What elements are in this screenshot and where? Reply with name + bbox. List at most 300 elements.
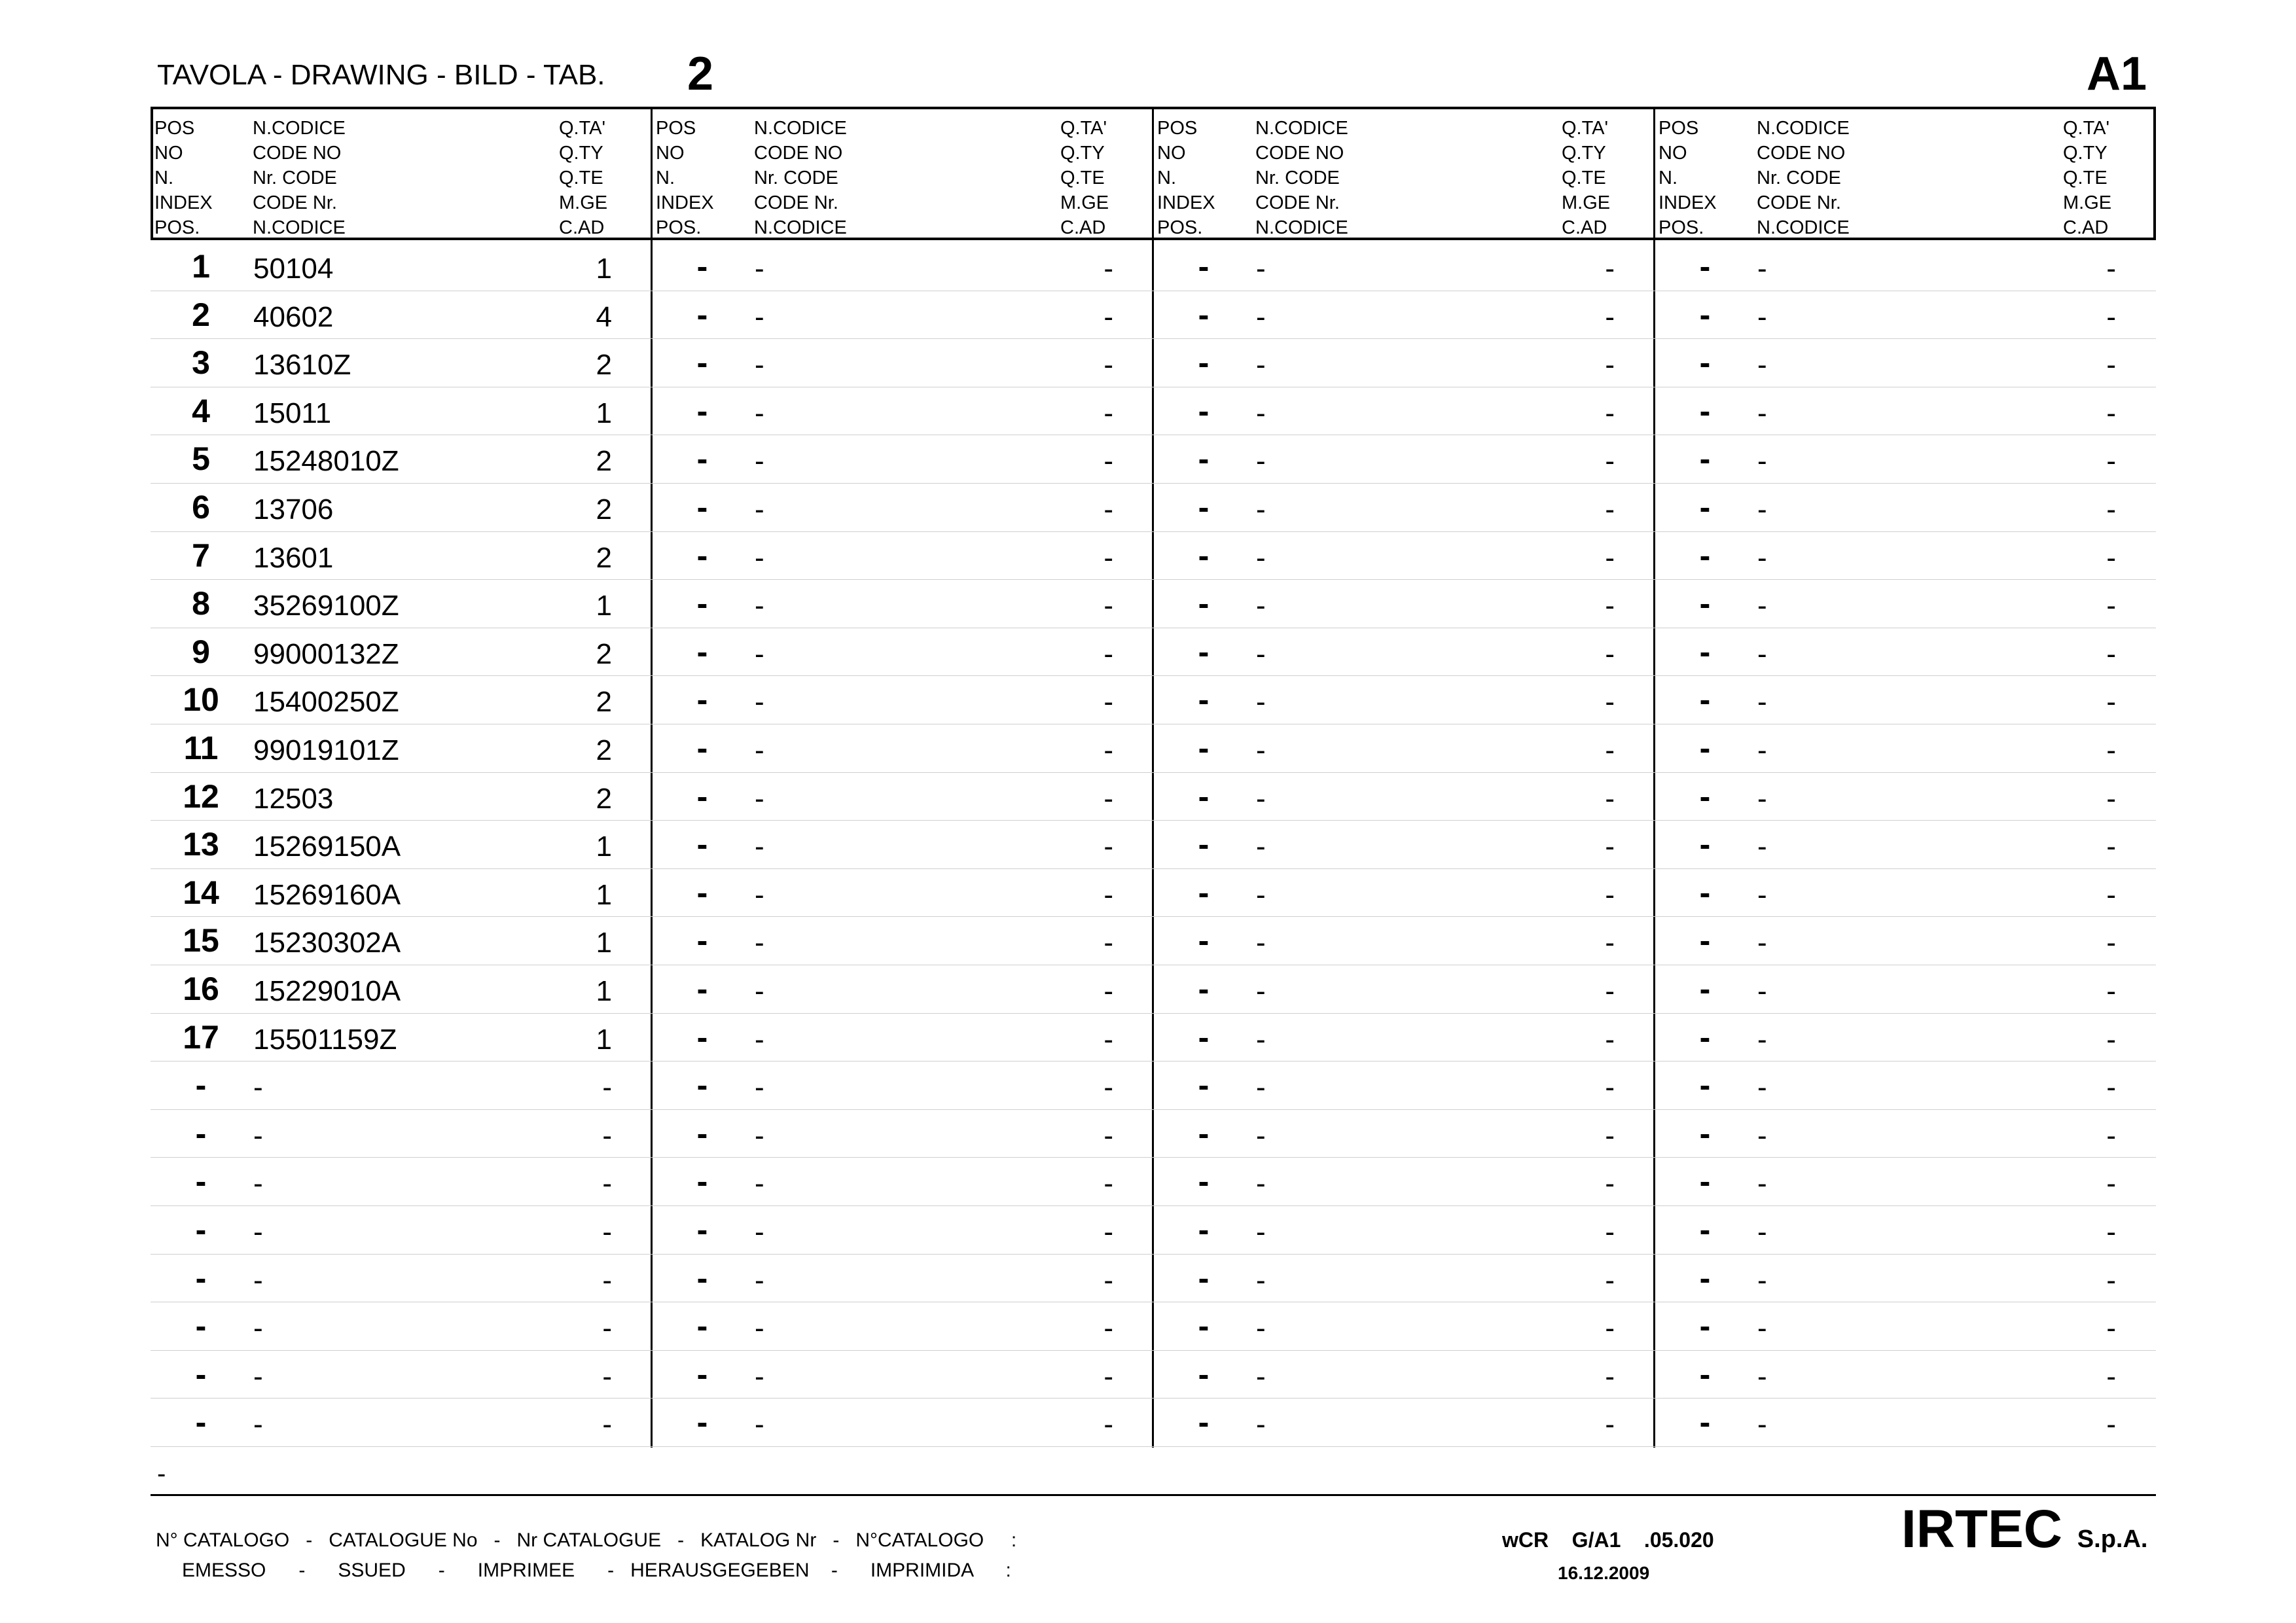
part-code: - <box>253 1071 263 1104</box>
part-code: - <box>1757 397 1767 429</box>
part-code: 50104 <box>253 253 334 285</box>
quantity: - <box>1103 1023 1113 1056</box>
pos-number: - <box>1198 633 1210 670</box>
quantity: - <box>1103 1264 1113 1296</box>
quantity: - <box>1103 1360 1113 1393</box>
quantity: - <box>1605 878 1615 911</box>
row-separator <box>151 1446 2156 1447</box>
part-code: - <box>755 541 764 574</box>
pos-number: - <box>1198 826 1210 863</box>
pos-number: - <box>1699 777 1711 815</box>
pos-number: 3 <box>192 344 210 382</box>
quantity: 1 <box>596 253 612 285</box>
part-code: - <box>1256 1360 1266 1393</box>
part-code: - <box>755 300 764 333</box>
quantity: - <box>1605 1312 1615 1345</box>
part-code: - <box>755 445 764 478</box>
quantity: - <box>2106 493 2116 526</box>
part-code: - <box>1757 300 1767 333</box>
pos-number: - <box>195 1211 207 1248</box>
pos-number: - <box>696 1355 708 1393</box>
pos-number: 13 <box>183 826 219 863</box>
header-qty-label: Q.TA' Q.TY Q.TE M.GE C.AD <box>2063 118 2112 238</box>
quantity: 2 <box>596 349 612 382</box>
part-code: - <box>755 686 764 719</box>
quantity: - <box>602 1264 612 1296</box>
part-code: - <box>1757 349 1767 382</box>
header-code-label: N.CODICE CODE NO Nr. CODE CODE Nr. N.CODICE <box>1255 118 1348 238</box>
quantity: - <box>2106 927 2116 959</box>
part-code: - <box>1757 1023 1767 1056</box>
quantity: - <box>1103 878 1113 911</box>
pos-number: - <box>1699 296 1711 333</box>
pos-number: - <box>1699 489 1711 526</box>
pos-number: 17 <box>183 1018 219 1056</box>
pos-number: 12 <box>183 777 219 815</box>
quantity: - <box>1103 349 1113 382</box>
part-code: - <box>1757 1264 1767 1296</box>
pos-number: - <box>1198 344 1210 382</box>
quantity: 2 <box>596 445 612 478</box>
part-code: - <box>1757 686 1767 719</box>
part-code: - <box>755 1071 764 1104</box>
part-code: 15501159Z <box>253 1023 397 1056</box>
quantity: - <box>2106 1216 2116 1248</box>
quantity: - <box>1605 734 1615 766</box>
pos-number: - <box>1198 489 1210 526</box>
quantity: - <box>2106 878 2116 911</box>
pos-number: - <box>1699 1067 1711 1104</box>
part-code: - <box>253 1168 263 1200</box>
pos-number: - <box>696 296 708 333</box>
pos-number: - <box>1699 1308 1711 1345</box>
footer-note: - <box>157 1459 166 1488</box>
quantity: - <box>1605 1408 1615 1441</box>
header-code-label: N.CODICE CODE NO Nr. CODE CODE Nr. N.CODICE <box>1757 118 1850 238</box>
pos-number: - <box>696 1163 708 1200</box>
part-code: - <box>1256 734 1266 766</box>
part-code: - <box>755 975 764 1007</box>
pos-number: - <box>696 1018 708 1056</box>
part-code: 15011 <box>253 397 332 429</box>
part-code: 13706 <box>253 493 334 526</box>
quantity: - <box>2106 830 2116 863</box>
row-separator <box>151 1350 2156 1351</box>
row-separator <box>151 579 2156 580</box>
row-separator <box>151 1109 2156 1110</box>
quantity: - <box>2106 734 2116 766</box>
quantity: - <box>2106 782 2116 815</box>
part-code: - <box>755 1168 764 1200</box>
pos-number: - <box>1699 826 1711 863</box>
company-name <box>1901 1499 2147 1560</box>
header-qty-label: Q.TA' Q.TY Q.TE M.GE C.AD <box>559 118 608 238</box>
part-code: - <box>1757 637 1767 670</box>
quantity: 4 <box>596 300 612 333</box>
header-pos-label: POS NO N. INDEX POS. <box>1659 118 1717 238</box>
pos-number: - <box>696 730 708 766</box>
part-code: - <box>1757 830 1767 863</box>
quantity: - <box>1605 830 1615 863</box>
part-code: 15269160A <box>253 878 401 911</box>
quantity: - <box>1605 349 1615 382</box>
row-separator <box>151 675 2156 676</box>
part-code: - <box>755 1360 764 1393</box>
pos-number: - <box>1198 1259 1210 1296</box>
quantity: - <box>1103 1071 1113 1104</box>
quantity: - <box>2106 1408 2116 1441</box>
issued-label: EMESSO - SSUED - IMPRIMEE - HERAUSGEGEBEN - IMPRIMIDA : <box>182 1560 1011 1581</box>
pos-number: - <box>696 440 708 478</box>
pos-number: - <box>1198 248 1210 285</box>
catalogue-reference: wCR G/A1 .05.020 <box>1502 1528 1714 1552</box>
part-code: 13610Z <box>253 349 351 382</box>
quantity: 1 <box>596 975 612 1007</box>
issue-date: 16.12.2009 <box>1558 1563 1650 1583</box>
quantity: - <box>2106 445 2116 478</box>
row-separator <box>151 483 2156 484</box>
part-code: - <box>1757 975 1767 1007</box>
quantity: - <box>1605 445 1615 478</box>
pos-number: - <box>195 1404 207 1441</box>
pos-number: - <box>1699 730 1711 766</box>
quantity: - <box>602 1312 612 1345</box>
header-qty-label: Q.TA' Q.TY Q.TE M.GE C.AD <box>1562 118 1611 238</box>
part-code: - <box>1256 1119 1266 1152</box>
block-divider <box>1653 107 1655 1448</box>
part-code: - <box>1256 590 1266 622</box>
quantity: - <box>2106 1168 2116 1200</box>
quantity: - <box>1605 253 1615 285</box>
pos-number: 4 <box>192 392 210 429</box>
part-code: - <box>1757 782 1767 815</box>
pos-number: 14 <box>183 874 219 911</box>
pos-number: - <box>696 1211 708 1248</box>
part-code: - <box>1256 349 1266 382</box>
pos-number: - <box>1198 1211 1210 1248</box>
part-code: - <box>1256 878 1266 911</box>
pos-number: 8 <box>192 585 210 622</box>
quantity: - <box>602 1360 612 1393</box>
pos-number: - <box>1699 1163 1711 1200</box>
pos-number: - <box>1198 1355 1210 1393</box>
pos-number: - <box>1699 971 1711 1007</box>
part-code: - <box>253 1216 263 1248</box>
pos-number: - <box>696 681 708 719</box>
pos-number: - <box>1198 922 1210 959</box>
quantity: - <box>1605 397 1615 429</box>
part-code: - <box>1757 1119 1767 1152</box>
part-code: - <box>1757 493 1767 526</box>
pos-number: 7 <box>192 537 210 574</box>
quantity: - <box>1605 541 1615 574</box>
quantity: - <box>1605 1216 1615 1248</box>
part-code: - <box>1757 590 1767 622</box>
part-code: - <box>1757 253 1767 285</box>
pos-number: - <box>1198 730 1210 766</box>
part-code: - <box>1757 541 1767 574</box>
quantity: - <box>1103 1168 1113 1200</box>
part-code: 99000132Z <box>253 637 399 670</box>
pos-number: 9 <box>192 633 210 670</box>
quantity: - <box>2106 541 2116 574</box>
pos-number: - <box>1699 248 1711 285</box>
pos-number: - <box>1198 392 1210 429</box>
quantity: - <box>2106 1023 2116 1056</box>
row-separator <box>151 1398 2156 1399</box>
part-code: - <box>1256 300 1266 333</box>
quantity: 1 <box>596 1023 612 1056</box>
row-separator <box>151 1157 2156 1158</box>
pos-number: - <box>1699 585 1711 622</box>
quantity: - <box>1103 253 1113 285</box>
pos-number: - <box>1699 1259 1711 1296</box>
pos-number: - <box>1198 585 1210 622</box>
quantity: - <box>2106 975 2116 1007</box>
part-code: - <box>1256 1408 1266 1441</box>
part-code: - <box>1757 878 1767 911</box>
pos-number: - <box>195 1115 207 1152</box>
pos-number: - <box>1198 1308 1210 1345</box>
quantity: - <box>2106 1119 2116 1152</box>
part-code: 15400250Z <box>253 686 399 719</box>
quantity: - <box>2106 349 2116 382</box>
pos-number: - <box>696 1404 708 1441</box>
pos-number: - <box>696 248 708 285</box>
quantity: - <box>2106 253 2116 285</box>
pos-number: - <box>195 1067 207 1104</box>
pos-number: - <box>696 1259 708 1296</box>
part-code: 15248010Z <box>253 445 399 478</box>
part-code: - <box>755 1312 764 1345</box>
part-code: - <box>253 1408 263 1441</box>
quantity: - <box>2106 1312 2116 1345</box>
part-code: - <box>1256 1264 1266 1296</box>
pos-number: - <box>1198 1067 1210 1104</box>
header-pos-label: POS NO N. INDEX POS. <box>154 118 213 238</box>
pos-number: - <box>696 1308 708 1345</box>
header-pos-label: POS NO N. INDEX POS. <box>1157 118 1215 238</box>
pos-number: - <box>1699 1115 1711 1152</box>
pos-number: - <box>1198 1018 1210 1056</box>
part-code: - <box>1256 445 1266 478</box>
part-code: - <box>755 1216 764 1248</box>
quantity: - <box>1605 637 1615 670</box>
pos-number: - <box>1198 296 1210 333</box>
part-code: - <box>755 637 764 670</box>
row-separator <box>151 820 2156 821</box>
pos-number: - <box>696 826 708 863</box>
header-code-label: N.CODICE CODE NO Nr. CODE CODE Nr. N.CODICE <box>253 118 346 238</box>
quantity: - <box>1103 590 1113 622</box>
part-code: - <box>1757 1216 1767 1248</box>
part-code: - <box>755 830 764 863</box>
pos-number: 15 <box>183 922 219 959</box>
part-code: - <box>1256 686 1266 719</box>
pos-number: 16 <box>183 971 219 1007</box>
pos-number: 5 <box>192 440 210 478</box>
pos-number: 2 <box>192 296 210 333</box>
pos-number: - <box>696 585 708 622</box>
part-code: - <box>1256 830 1266 863</box>
part-code: - <box>1256 1023 1266 1056</box>
pos-number: - <box>696 1067 708 1104</box>
part-code: - <box>755 493 764 526</box>
header-qty-label: Q.TA' Q.TY Q.TE M.GE C.AD <box>1060 118 1109 238</box>
quantity: - <box>1103 397 1113 429</box>
pos-number: - <box>1699 344 1711 382</box>
quantity: 2 <box>596 686 612 719</box>
footer-divider <box>151 1494 2156 1496</box>
row-separator <box>151 772 2156 773</box>
pos-number: 6 <box>192 489 210 526</box>
part-code: 35269100Z <box>253 590 399 622</box>
part-code: - <box>253 1264 263 1296</box>
pos-number: - <box>696 971 708 1007</box>
block-divider <box>651 107 653 1448</box>
quantity: - <box>2106 1071 2116 1104</box>
part-code: - <box>1256 637 1266 670</box>
quantity: - <box>2106 300 2116 333</box>
pos-number: - <box>1198 971 1210 1007</box>
quantity: - <box>1103 637 1113 670</box>
part-code: - <box>755 253 764 285</box>
pos-number: - <box>195 1355 207 1393</box>
quantity: - <box>1605 975 1615 1007</box>
quantity: - <box>1605 927 1615 959</box>
part-code: - <box>755 397 764 429</box>
quantity: - <box>1103 1408 1113 1441</box>
part-code: - <box>755 1119 764 1152</box>
part-code: - <box>755 878 764 911</box>
part-code: - <box>1757 1360 1767 1393</box>
pos-number: - <box>1699 681 1711 719</box>
pos-number: - <box>1198 777 1210 815</box>
pos-number: - <box>696 537 708 574</box>
quantity: - <box>1605 1119 1615 1152</box>
part-code: - <box>1256 1216 1266 1248</box>
quantity: 2 <box>596 493 612 526</box>
pos-number: - <box>1198 440 1210 478</box>
quantity: - <box>1605 1360 1615 1393</box>
part-code: - <box>755 734 764 766</box>
quantity: - <box>602 1071 612 1104</box>
quantity: - <box>602 1168 612 1200</box>
pos-number: - <box>1699 922 1711 959</box>
quantity: - <box>602 1408 612 1441</box>
pos-number: - <box>696 344 708 382</box>
part-code: - <box>1757 1071 1767 1104</box>
part-code: - <box>755 1023 764 1056</box>
quantity: 2 <box>596 734 612 766</box>
quantity: - <box>2106 397 2116 429</box>
pos-number: - <box>195 1163 207 1200</box>
pos-number: - <box>1699 392 1711 429</box>
pos-number: - <box>696 874 708 911</box>
quantity: - <box>1605 1168 1615 1200</box>
part-code: - <box>1256 397 1266 429</box>
quantity: - <box>2106 637 2116 670</box>
part-code: 15269150A <box>253 830 401 863</box>
quantity: - <box>1103 734 1113 766</box>
quantity: - <box>1103 541 1113 574</box>
quantity: - <box>1605 300 1615 333</box>
quantity: - <box>1103 493 1113 526</box>
row-separator <box>151 1205 2156 1206</box>
pos-number: - <box>195 1259 207 1296</box>
part-code: 12503 <box>253 782 334 815</box>
quantity: 1 <box>596 878 612 911</box>
part-code: - <box>1757 1408 1767 1441</box>
quantity: 2 <box>596 782 612 815</box>
quantity: - <box>602 1216 612 1248</box>
pos-number: - <box>195 1308 207 1345</box>
part-code: - <box>1256 1168 1266 1200</box>
header-pos-label: POS NO N. INDEX POS. <box>656 118 714 238</box>
part-code: 40602 <box>253 300 334 333</box>
quantity: - <box>1605 686 1615 719</box>
quantity: - <box>2106 590 2116 622</box>
part-code: - <box>755 927 764 959</box>
part-code: 13601 <box>253 541 334 574</box>
row-separator <box>151 1013 2156 1014</box>
pos-number: - <box>1198 537 1210 574</box>
row-separator <box>151 916 2156 917</box>
pos-number: - <box>1699 1018 1711 1056</box>
pos-number: - <box>696 633 708 670</box>
part-code: - <box>1757 734 1767 766</box>
pos-number: - <box>1699 1404 1711 1441</box>
part-code: - <box>1757 445 1767 478</box>
pos-number: - <box>696 1115 708 1152</box>
quantity: - <box>1103 445 1113 478</box>
pos-number: - <box>1198 1163 1210 1200</box>
quantity: - <box>1605 590 1615 622</box>
pos-number: - <box>696 489 708 526</box>
part-code: - <box>1256 782 1266 815</box>
pos-number: - <box>1699 874 1711 911</box>
quantity: - <box>1605 782 1615 815</box>
row-separator <box>151 1254 2156 1255</box>
quantity: - <box>1103 1312 1113 1345</box>
pos-number: - <box>1699 440 1711 478</box>
part-code: - <box>755 349 764 382</box>
quantity: - <box>2106 1264 2116 1296</box>
quantity: - <box>1103 975 1113 1007</box>
part-code: - <box>1757 1312 1767 1345</box>
part-code: - <box>1256 493 1266 526</box>
company-suffix: S.p.A. <box>2077 1525 2148 1553</box>
company-name-text: IRTEC <box>1901 1499 2062 1559</box>
pos-number: - <box>1198 681 1210 719</box>
row-separator <box>151 338 2156 339</box>
part-code: 15230302A <box>253 927 401 959</box>
quantity: 1 <box>596 397 612 429</box>
quantity: - <box>1605 1023 1615 1056</box>
block-divider <box>1152 107 1154 1448</box>
header-code-label: N.CODICE CODE NO Nr. CODE CODE Nr. N.CODICE <box>754 118 847 238</box>
part-code: - <box>253 1119 263 1152</box>
quantity: - <box>1103 1119 1113 1152</box>
part-code: - <box>1256 541 1266 574</box>
sheet-code: A1 <box>2086 48 2147 100</box>
part-code: - <box>755 1264 764 1296</box>
pos-number: 10 <box>183 681 219 719</box>
quantity: 2 <box>596 637 612 670</box>
quantity: - <box>1103 782 1113 815</box>
quantity: - <box>1605 1264 1615 1296</box>
part-code: - <box>1256 927 1266 959</box>
